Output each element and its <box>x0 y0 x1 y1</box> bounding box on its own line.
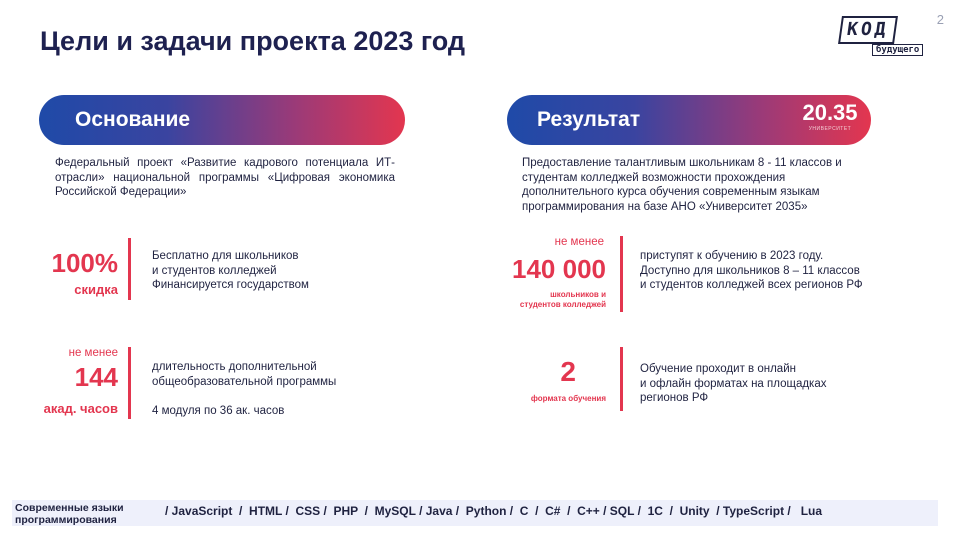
desc-line: Бесплатно для школьников <box>152 250 299 262</box>
badge-sub: УНИВЕРСИТЕТ <box>808 126 852 132</box>
desc-line: длительность дополнительной <box>152 361 317 373</box>
osnovanie-header-label: Основание <box>75 108 191 131</box>
stat-hours-value: 144 <box>74 362 118 392</box>
caption-line: студентов колледжей <box>519 300 606 309</box>
osnovanie-header <box>39 95 405 145</box>
kod-budushchego-logo <box>840 16 930 60</box>
badge-value: 20.35 <box>802 100 858 125</box>
stat-formats-description <box>640 362 826 406</box>
desc-line: и офлайн форматах на площадках <box>640 377 827 390</box>
stat-discount-description <box>152 249 309 293</box>
desc-line: и студентов колледжей всех регионов РФ <box>640 279 863 291</box>
label-line: Современные языки <box>15 502 124 514</box>
stat-formats-value: 2 <box>560 356 576 387</box>
rezultat-description: Предоставление талантливым школьникам 8 - 11 классов и студентам колледжей возможности прохождения дополнительного курса обучения современным языкам программирования на базе АНО «Университет 2035» <box>522 157 842 213</box>
page-title: Цели и задачи проекта 2023 год <box>40 26 466 56</box>
stat-students-value: 140 000 <box>512 254 606 284</box>
caption-line: школьников и <box>550 290 606 299</box>
stat-discount-value: 100% <box>51 248 118 278</box>
divider-line <box>620 236 623 312</box>
stat-students-prefix: не менее <box>554 236 604 248</box>
logo-sub: будущего <box>872 44 923 56</box>
label-line: программирования <box>15 514 117 526</box>
stat-students-caption <box>490 290 606 310</box>
stat-hours-description <box>152 360 336 418</box>
rezultat-header-label: Результат <box>537 108 641 131</box>
stat-hours-caption: акад. часов <box>43 401 118 416</box>
desc-line: общеобразовательной программы <box>152 375 337 388</box>
languages-label <box>15 502 124 526</box>
desc-line: и студентов колледжей <box>152 264 277 277</box>
languages-list: / JavaScript / HTML / CSS / PHP / MySQL / Java / Python / C / C# / C++ / SQL / 1C / Unity / TypeScript / Lua <box>165 504 823 518</box>
desc-line: Финансируется государством <box>152 279 309 291</box>
desc-line: приступят к обучению в 2023 году. <box>640 250 824 262</box>
stat-hours-prefix: не менее <box>68 347 118 359</box>
caption-line: формата обучения <box>530 394 606 403</box>
desc-line: 4 модуля по 36 ак. часов <box>152 404 285 417</box>
desc-line: Доступно для школьников 8 – 11 классов <box>640 264 860 277</box>
stat-formats-caption <box>490 394 606 404</box>
desc-line: регионов РФ <box>640 392 709 404</box>
desc-line: Обучение проходит в онлайн <box>640 363 796 375</box>
desc-line <box>152 389 336 404</box>
osnovanie-description: Федеральный проект «Развитие кадрового потенциала ИТ- отрасли» национальной программы «Цифровая экономика Российской Федерации» <box>55 157 395 198</box>
divider-line <box>620 347 623 411</box>
stat-students-description <box>640 249 863 293</box>
page-number: 2 <box>936 12 944 27</box>
logo-main: КОД <box>838 16 897 44</box>
divider-line <box>128 347 131 419</box>
university-2035-badge <box>800 100 860 136</box>
stat-discount-caption: скидка <box>74 282 118 297</box>
divider-line <box>128 238 131 300</box>
